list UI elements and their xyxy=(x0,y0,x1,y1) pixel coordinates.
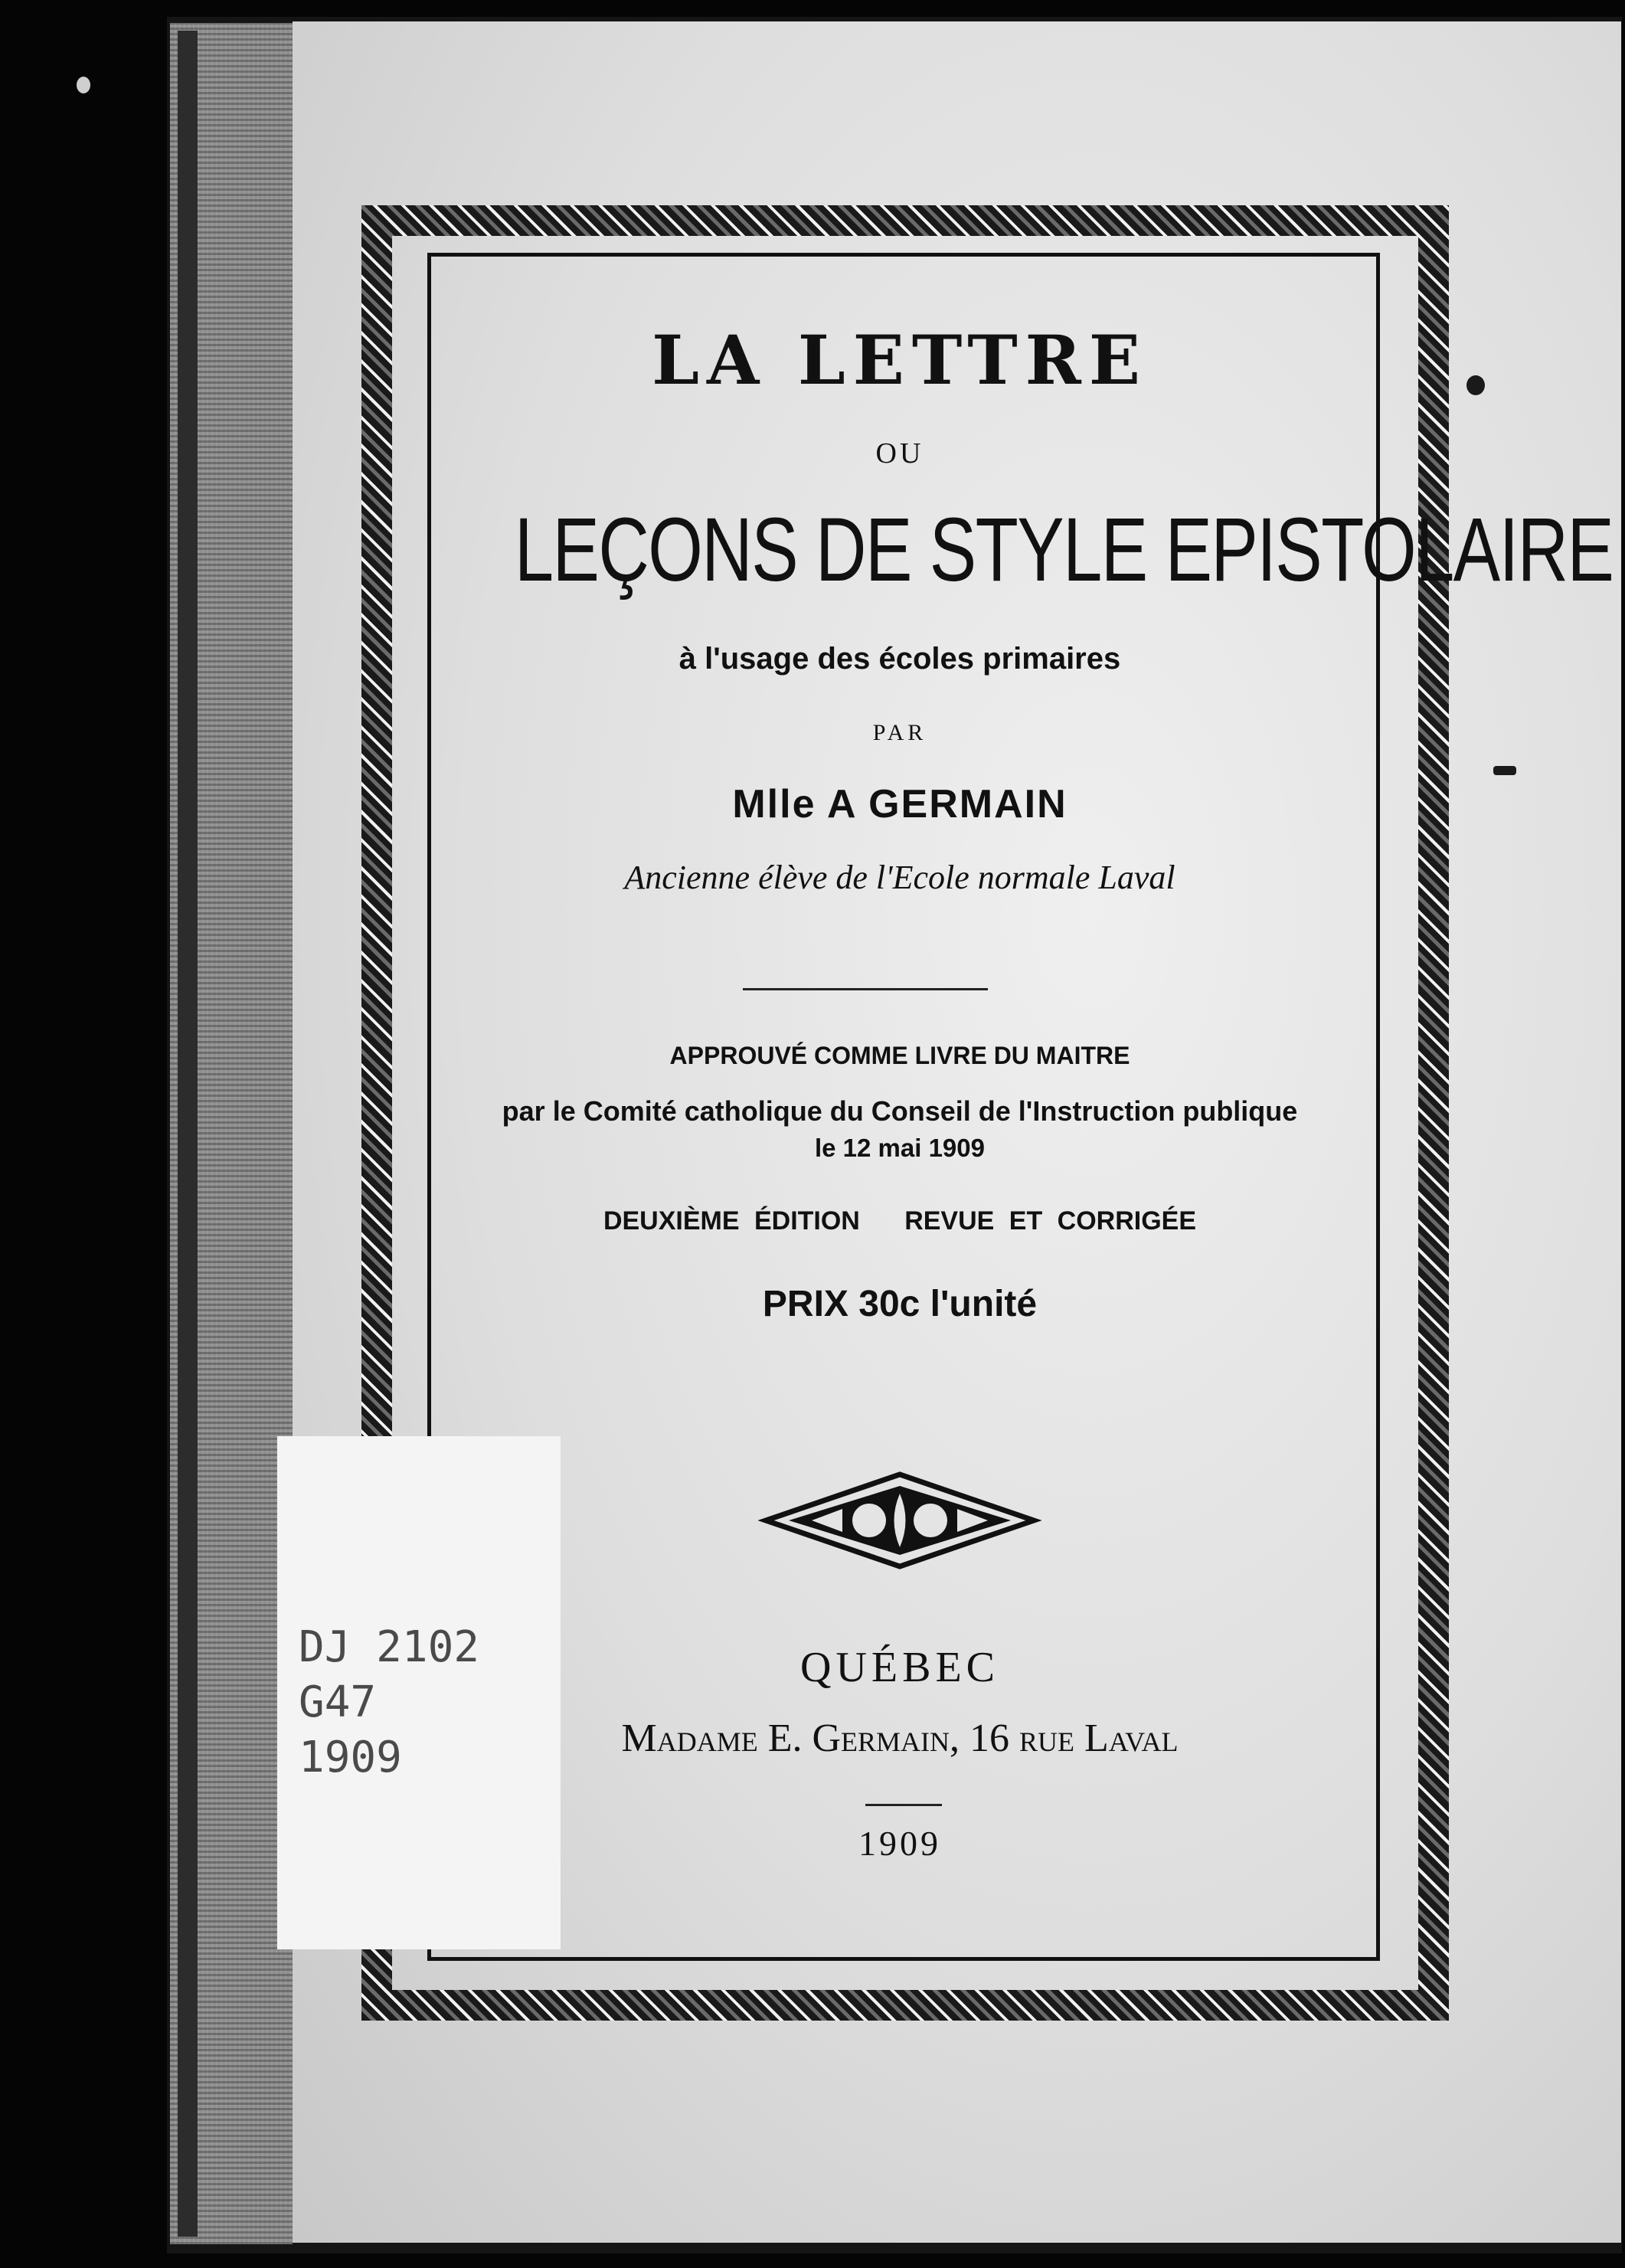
approval-date: le 12 mai 1909 xyxy=(814,1134,985,1162)
approval-body: par le Comité catholique du Conseil de l'Instruction publique xyxy=(502,1095,1298,1127)
approval-heading: APPROUVÉ COMME LIVRE DU MAITRE xyxy=(669,1042,1130,1069)
call-number-line: DJ 2102 xyxy=(299,1622,480,1672)
author-credential: Ancienne élève de l'Ecole normale Laval xyxy=(624,859,1175,896)
dust-speck xyxy=(1466,375,1485,395)
book-title: LA LETTRE xyxy=(652,320,1148,400)
dust-speck xyxy=(1493,766,1516,775)
by-line: PAR xyxy=(872,720,927,745)
publication-city: QUÉBEC xyxy=(800,1644,999,1691)
divider xyxy=(865,1804,942,1806)
title-connector: OU xyxy=(875,437,924,470)
publication-year: 1909 xyxy=(858,1824,941,1863)
price: PRIX 30c l'unité xyxy=(762,1284,1038,1324)
dust-speck xyxy=(77,77,90,93)
edition-note: DEUXIÈME ÉDITION REVUE ET CORRIGÉE xyxy=(603,1206,1197,1235)
call-number-line: 1909 xyxy=(299,1733,402,1782)
book-subtitle: LEÇONS DE STYLE EPISTOLAIRE xyxy=(514,499,1614,601)
call-number xyxy=(299,1620,479,1785)
divider xyxy=(743,988,988,990)
publisher: Madame E. Germain, 16 rue Laval xyxy=(621,1717,1179,1760)
call-number-line: G47 xyxy=(299,1677,377,1727)
spine-shadow xyxy=(178,31,198,2237)
audience-line: à l'usage des écoles primaires xyxy=(678,642,1121,676)
author-name: Mlle A GERMAIN xyxy=(732,782,1068,826)
fleuron-ornament-icon xyxy=(758,1471,1041,1570)
